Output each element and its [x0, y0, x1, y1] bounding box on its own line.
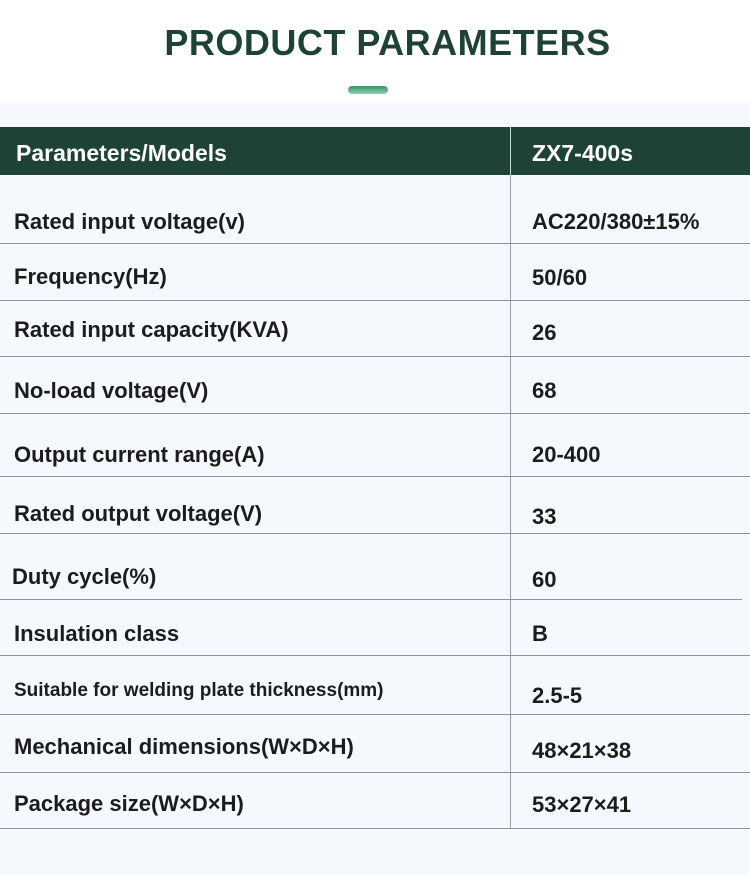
row-label: Insulation class — [14, 621, 180, 646]
table-row — [0, 534, 750, 600]
table-row — [0, 414, 750, 477]
row-value: AC220/380±15% — [532, 209, 700, 234]
row-label: Output current range(A) — [14, 442, 265, 467]
title-underline-accent — [348, 86, 388, 94]
row-label: Package size(W×D×H) — [14, 791, 244, 816]
row-value: 2.5-5 — [532, 683, 583, 708]
row-label: Frequency(Hz) — [14, 264, 167, 289]
header-divider — [510, 127, 511, 175]
table-row — [0, 715, 750, 773]
row-value: 48×21×38 — [532, 738, 632, 763]
row-label: No-load voltage(V) — [14, 378, 209, 403]
table-row — [0, 656, 750, 715]
row-label: Rated input capacity(KVA) — [14, 317, 289, 342]
header-model-label: ZX7-400s — [532, 140, 634, 166]
row-value: B — [532, 621, 548, 646]
table-row — [0, 600, 750, 656]
table-row — [0, 244, 750, 301]
page-title: PRODUCT PARAMETERS — [164, 22, 611, 63]
row-value: 20-400 — [532, 442, 601, 467]
row-value: 50/60 — [532, 265, 588, 290]
table-header — [0, 127, 750, 175]
table-row — [0, 477, 750, 534]
row-value: 33 — [532, 504, 557, 529]
table-row — [0, 301, 750, 357]
row-label: Rated input voltage(v) — [14, 209, 246, 234]
row-label: Suitable for welding plate thickness(mm) — [14, 680, 384, 701]
row-value: 68 — [532, 378, 557, 403]
header-parameters-label: Parameters/Models — [16, 140, 227, 166]
row-value: 53×27×41 — [532, 792, 632, 817]
table-row — [0, 175, 750, 244]
row-label: Rated output voltage(V) — [14, 501, 263, 526]
row-value: 26 — [532, 320, 557, 345]
table-row — [0, 773, 750, 829]
table-row — [0, 357, 750, 414]
row-label: Duty cycle(%) — [12, 564, 157, 589]
row-label: Mechanical dimensions(W×D×H) — [14, 734, 354, 759]
row-value: 60 — [532, 567, 557, 592]
